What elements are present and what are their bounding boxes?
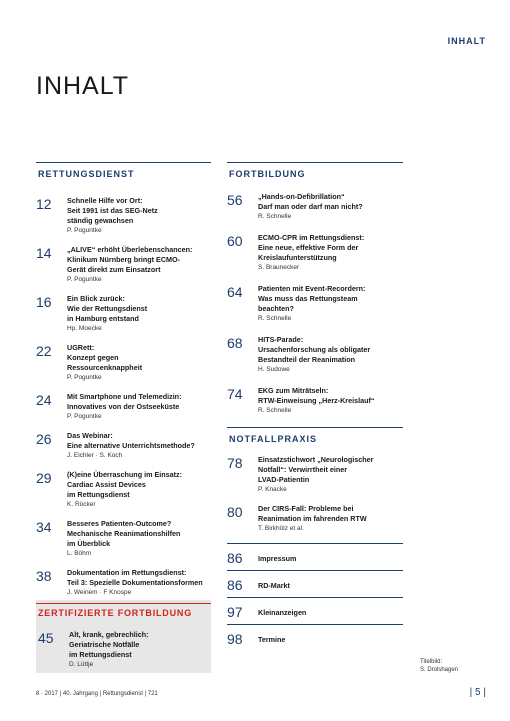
entry-title-line: Der CIRS-Fall: Probleme bei xyxy=(258,504,354,513)
entry-author: D. Lüttje xyxy=(69,661,94,668)
credit-line: Titelbild: xyxy=(420,659,443,665)
entry-title-line: Das Webinar: xyxy=(67,431,113,440)
entry-author: H. Sudowe xyxy=(258,366,290,373)
notfallpraxis-section xyxy=(227,427,403,533)
toc-entry[interactable] xyxy=(227,600,403,624)
entry-title-line: Alt, krank, gebrechlich: xyxy=(69,630,149,639)
entry-title-line: EKG zum Mitrātseln: xyxy=(258,386,329,395)
section-rule xyxy=(227,543,403,544)
page-number: 74 xyxy=(227,386,243,402)
footer-info: 8 · 2017 | 40. Jahrgang | Rettungsdienst | 721 xyxy=(36,691,158,697)
toc-entry[interactable] xyxy=(227,546,403,570)
page-number: 98 xyxy=(227,631,243,647)
entry-title-line: ständig gewachsen xyxy=(67,216,134,225)
toc-entry[interactable] xyxy=(227,573,403,597)
entry-title-line: Konzept gegen xyxy=(67,353,119,362)
entry-title-line: Wie der Rettungsdienst xyxy=(67,304,148,313)
toc-entry[interactable] xyxy=(38,630,211,669)
entry-title-line: Dokumentation im Rettungsdienst: xyxy=(67,568,187,577)
entry-title-line: Ein Blick zurück: xyxy=(67,294,125,303)
toc-entry[interactable] xyxy=(36,519,211,558)
entry-title-line: Notfall“: Verwirrtheit einer xyxy=(258,465,348,474)
entry-title-line: Ressourcenknappheit xyxy=(67,363,143,372)
entry-title-line: Eine neue, effektive Form der xyxy=(258,243,359,252)
entry-title-line: Eine alternative Unterrichtsmethode? xyxy=(67,441,195,450)
footer-page-number: | 5 | xyxy=(469,687,486,698)
entry-title-line: im Rettungsdienst xyxy=(67,490,130,499)
entry-author: R. Schnelle xyxy=(258,213,292,220)
zertifizierte-fortbildung-box xyxy=(36,600,211,673)
entry-title-line: Bestandteil der Reanimation xyxy=(258,355,356,364)
entry-title-line: Geriatrische Notfälle xyxy=(69,640,140,649)
credit-line: S. Drolshagen xyxy=(420,667,459,673)
entry-title-line: Innovatives von der Ostseeküste xyxy=(67,402,180,411)
section-heading-zertifizierte: ZERTIFIZIERTE FORTBILDUNG xyxy=(38,608,192,618)
entry-title-line: Patienten mit Event-Recordern: xyxy=(258,284,366,293)
section-label: INHALT xyxy=(447,36,486,46)
entry-title-line: Teil 3: Spezielle Dokumentationsformen xyxy=(67,578,203,587)
toc-entry[interactable] xyxy=(227,192,403,221)
page-title: INHALT xyxy=(36,72,130,100)
page-number: 22 xyxy=(36,343,52,359)
entry-title: Impressum xyxy=(258,553,297,563)
entry-author: P. Knacke xyxy=(258,486,287,493)
section-heading-rettungsdienst: RETTUNGSDIENST xyxy=(38,169,135,179)
entry-title-line: (K)eine Überraschung im Einsatz: xyxy=(67,470,183,479)
entry-title-line: Gerät direkt zum Einsatzort xyxy=(67,265,161,274)
page-number: 56 xyxy=(227,192,243,208)
left-column xyxy=(36,162,211,607)
entry-title-line: Reanimation im fahrenden RTW xyxy=(258,514,367,523)
toc-entry[interactable] xyxy=(227,335,403,374)
entry-title: RD-Markt xyxy=(258,580,290,590)
toc-entry[interactable] xyxy=(227,386,403,415)
entry-title-line: im Überblick xyxy=(67,539,111,548)
entry-title-line: Cardiac Assist Devices xyxy=(67,480,146,489)
page-number: 60 xyxy=(227,233,243,249)
section-heading-notfallpraxis: NOTFALLPRAXIS xyxy=(229,434,318,444)
entry-title-line: „ALIVE“ erhöht Überlebenschancen: xyxy=(67,245,193,254)
entry-title-line: „Hands-on-Defibrillation“ xyxy=(258,192,345,201)
entry-title-line: Was muss das Rettungsteam xyxy=(258,294,358,303)
entry-author: J. Weinem · F Knospe xyxy=(67,589,132,596)
entry-author: P. Poguntke xyxy=(67,276,102,283)
entry-title-line: Einsatzstichwort „Neurologischer xyxy=(258,455,374,464)
entry-title-line: HITS-Parade: xyxy=(258,335,304,344)
entry-author: J. Eichler · S. Koch xyxy=(67,452,123,459)
entry-author: T. Birkhölz et al. xyxy=(258,525,304,532)
page-number: 86 xyxy=(227,550,243,566)
page-number: 80 xyxy=(227,504,243,520)
toc-entry[interactable] xyxy=(36,196,211,235)
entry-title-line: RTW-Einweisung „Herz-Kreislauf“ xyxy=(258,396,375,405)
entry-author: R. Schnelle xyxy=(258,315,292,322)
toc-entry[interactable] xyxy=(227,455,403,494)
entry-title: Termine xyxy=(258,634,286,644)
entry-author: L. Böhm xyxy=(67,550,92,557)
toc-entry[interactable] xyxy=(36,294,211,333)
page-number: 97 xyxy=(227,604,243,620)
entry-author: P. Poguntke xyxy=(67,374,102,381)
rettungsdienst-list xyxy=(36,196,211,597)
entry-title-line: Schnelle Hilfe vor Ort: xyxy=(67,196,143,205)
misc-list xyxy=(227,543,403,651)
entry-title: Kleinanzeigen xyxy=(258,607,307,617)
toc-entry[interactable] xyxy=(36,245,211,284)
page-number: 26 xyxy=(36,431,52,447)
right-column xyxy=(227,162,403,651)
toc-entry[interactable] xyxy=(227,504,403,533)
entry-author: K. Rücker xyxy=(67,501,96,508)
entry-title-line: ECMO-CPR im Rettungsdienst: xyxy=(258,233,365,242)
entry-title-line: Mechanische Reanimationshilfen xyxy=(67,529,181,538)
page-number: 45 xyxy=(38,630,54,646)
page-number: 38 xyxy=(36,568,52,584)
entry-title-line: Ursachenforschung als obligater xyxy=(258,345,371,354)
toc-entry[interactable] xyxy=(36,431,211,460)
toc-entry[interactable] xyxy=(227,284,403,323)
page-number: 64 xyxy=(227,284,243,300)
entry-title-line: Klinikum Nürnberg bringt ECMO- xyxy=(67,255,180,264)
section-rule xyxy=(227,570,403,571)
section-heading-fortbildung: FORTBILDUNG xyxy=(229,169,306,179)
entry-title-line: in Hamburg entstand xyxy=(67,314,139,323)
entry-author: P. Poguntke xyxy=(67,227,102,234)
toc-entry[interactable] xyxy=(36,568,211,597)
page-number: 16 xyxy=(36,294,52,310)
page-number: 14 xyxy=(36,245,52,261)
entry-author: Hp. Moecke xyxy=(67,325,102,332)
entry-author: S. Braunecker xyxy=(258,264,300,271)
page-number: 78 xyxy=(227,455,243,471)
entry-title-line: Kreislaufunterstützung xyxy=(258,253,337,262)
entry-title-line: LVAD-Patientin xyxy=(258,475,310,484)
section-rule xyxy=(227,597,403,598)
page-number: 29 xyxy=(36,470,52,486)
section-rule xyxy=(227,624,403,625)
toc-entry[interactable] xyxy=(227,233,403,272)
entry-title-line: UGRett: xyxy=(67,343,95,352)
entry-author: R. Schnelle xyxy=(258,407,292,414)
fortbildung-list xyxy=(227,192,403,415)
toc-entry[interactable] xyxy=(36,470,211,509)
entry-title-line: Besseres Patienten-Outcome? xyxy=(67,519,172,528)
page-number: 86 xyxy=(227,577,243,593)
entry-title-line: Seit 1991 ist das SEG-Netz xyxy=(67,206,158,215)
entry-author: P. Poguntke xyxy=(67,413,102,420)
notfallpraxis-list xyxy=(227,455,403,533)
entry-title-line: Mit Smartphone und Telemedizin: xyxy=(67,392,182,401)
entry-title-line: beachten? xyxy=(258,304,294,313)
page-number: 34 xyxy=(36,519,52,535)
cover-credit xyxy=(420,658,458,674)
page-number: 24 xyxy=(36,392,52,408)
toc-entry[interactable] xyxy=(36,392,211,421)
toc-entry[interactable] xyxy=(227,627,403,651)
entry-title-line: Darf man oder darf man nicht? xyxy=(258,202,363,211)
entry-title-line: im Rettungsdienst xyxy=(69,650,132,659)
page-number: 68 xyxy=(227,335,243,351)
toc-entry[interactable] xyxy=(36,343,211,382)
page-number: 12 xyxy=(36,196,52,212)
